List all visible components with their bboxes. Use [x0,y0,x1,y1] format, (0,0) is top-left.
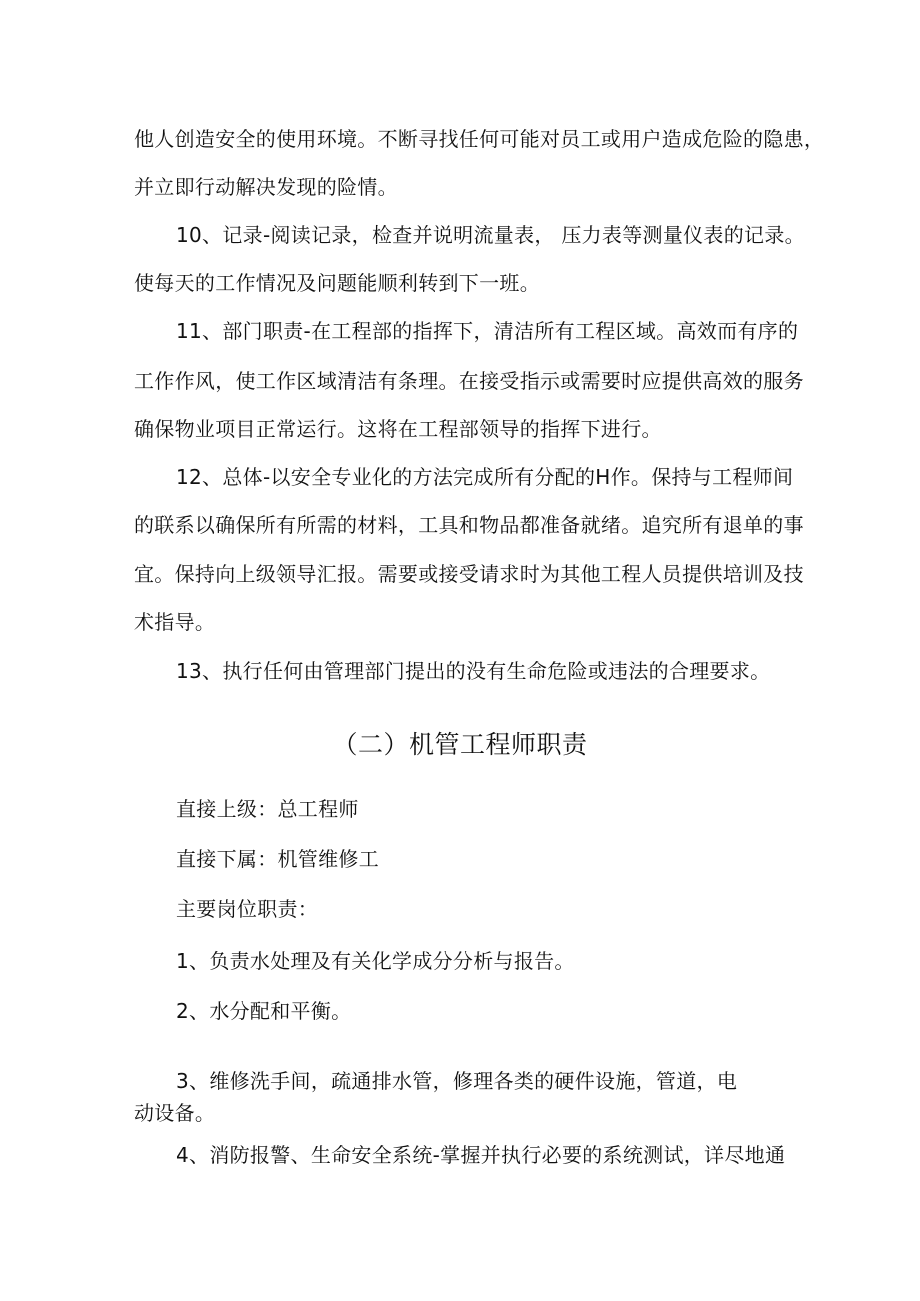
paragraph-line: 术指导。 [134,610,216,634]
section-title: （二）机管工程师职责 [332,730,588,759]
paragraph-line: 宜。保持向上级领导汇报。需要或接受请求时为其他工程人员提供培训及技 [134,562,804,586]
subordinate-line: 直接下属：机管维修工 [176,847,379,871]
paragraph-line: 确保物业项目正常运行。这将在工程部领导的指挥下进行。 [134,417,662,441]
duty-item: 4、消防报警、生命安全系统-掌握并执行必要的系统测试，详尽地通 [176,1143,786,1167]
paragraph-line: 13、执行任何由管理部门提出的没有生命危险或违法的合理要求。 [176,659,771,683]
paragraph-line: 使每天的工作情况及问题能顺利转到下一班。 [134,271,540,295]
duty-item: 3、维修洗手间，疏通排水管，修理各类的硬件设施，管道，电 [176,1069,738,1093]
duty-item-continuation: 动设备。 [134,1101,216,1125]
paragraph-line: 10、记录-阅读记录，检查并说明流量表， 压力表等测量仪表的记录。 [176,223,805,247]
paragraph-line: 的联系以确保所有所需的材料，工具和物品都准备就绪。追究所有退单的事 [134,513,804,537]
paragraph-line: 并立即行动解决发现的险情。 [134,175,398,199]
duty-item: 1、负责水处理及有关化学成分分析与报告。 [176,949,575,973]
paragraph-line: 12、总体-以安全专业化的方法完成所有分配的H作。保持与工程师间 [176,465,794,489]
paragraph-line: 11、部门职责-在工程部的指挥下，清洁所有工程区域。高效而有序的 [176,319,799,343]
duty-item: 2、水分配和平衡。 [176,999,352,1023]
supervisor-line: 直接上级：总工程师 [176,797,359,821]
paragraph-line: 他人创造安全的使用环境。不断寻找任何可能对员工或用户造成危险的隐患， [134,127,825,151]
duties-label: 主要岗位职责： [176,897,319,921]
paragraph-line: 工作作风，使工作区域清洁有条理。在接受指示或需要时应提供高效的服务 [134,369,804,393]
